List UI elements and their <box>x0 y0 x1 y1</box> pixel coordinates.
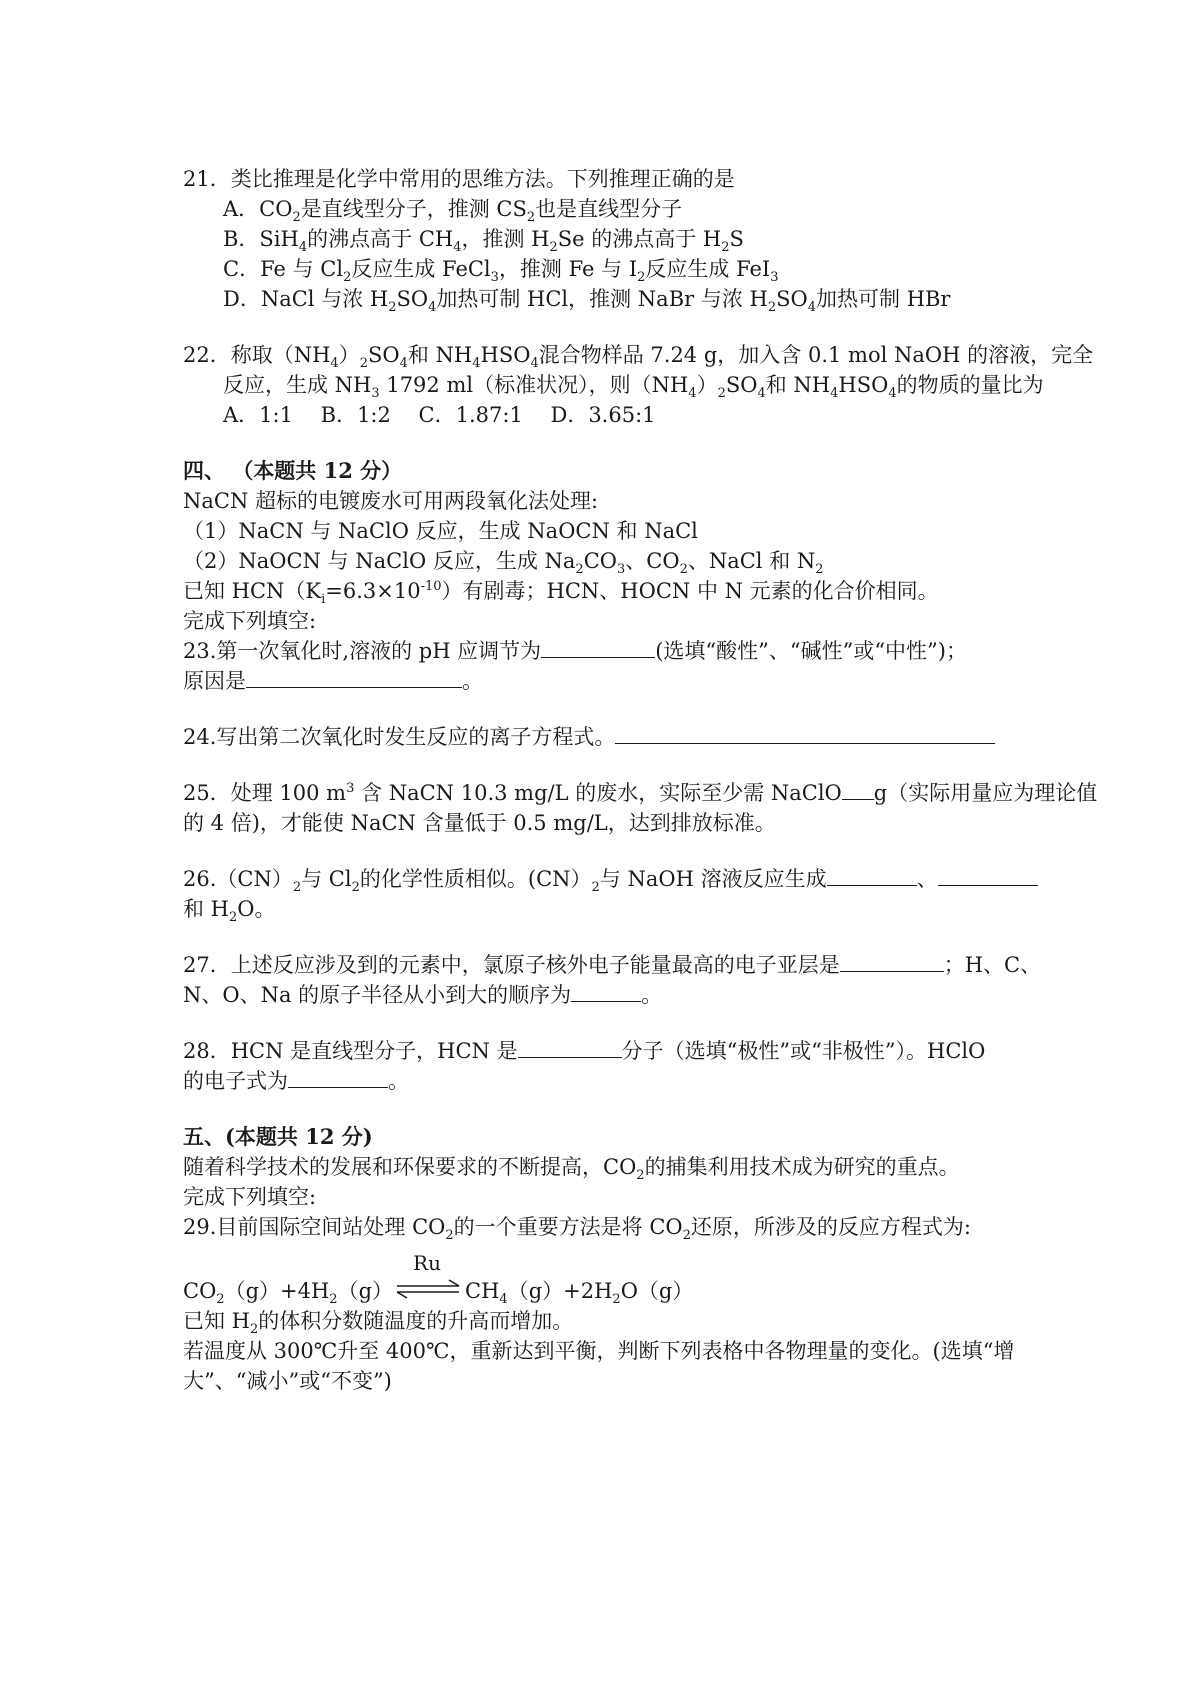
q27-subshell-blank[interactable] <box>840 953 944 972</box>
q26-line1: $26.(CN)_2$与 $Cl_2$的化学性质相似。$(CN)_2$与 NaOH 溶液反应生成 、 <box>183 864 1038 894</box>
q24-line: 24.写出第二次氧化时发生反应的离子方程式。 <box>183 722 995 752</box>
q26-line2: 和 $H_2O$。 <box>183 897 276 926</box>
q26-product1-blank[interactable] <box>827 867 917 886</box>
q23-ph-blank[interactable] <box>541 639 655 658</box>
section5-fill-instruction: 完成下列填空: <box>183 1185 317 1209</box>
q22-options: A．1:1 B．1:2 C．1.87:1 D．3.65:1 <box>223 403 656 427</box>
q21-stem: 21．类比推理是化学中常用的思维方法。下列推理正确的是 <box>183 167 735 191</box>
q21-option-a: A．$CO_2$是直线型分子，推测 $CS_2$也是直线型分子 <box>223 197 683 226</box>
section5-condition-line1: 若温度从 300℃升至 400℃，重新达到平衡，判断下列表格中各物理量的变化。(选填“增 <box>183 1339 1015 1363</box>
q27-line2: N、O、Na 的原子半径从小到大的顺序为 。 <box>183 983 663 1007</box>
q24-equation-blank[interactable] <box>615 725 995 744</box>
q25-line2: 的 4 倍)，才能使 NaCN 含量低于 0.5 mg/L，达到排放标准。 <box>183 811 776 835</box>
section4-intro: NaCN 超标的电镀废水可用两段氧化法处理: <box>183 489 599 513</box>
q25-amount-blank[interactable] <box>842 781 874 800</box>
q23-reason-blank[interactable] <box>246 669 462 688</box>
q21-option-d: D．NaCl 与浓 $H_2SO_4$加热可制 HCl，推测 NaBr 与浓 $H_2SO_4$加热可制 HBr <box>223 287 951 316</box>
q25-line1: 25．处理 100 $m^3$ 含 NaCN 10.3 mg/L 的废水，实际至少需 NaClO g（实际用量应为理论值 <box>183 781 1098 805</box>
q23-line2: 原因是 。 <box>183 669 483 693</box>
section5-condition-line2: 大”、“减小”或“不变”) <box>183 1369 392 1393</box>
q29-equation: $CO_2(g)+4H_2(g)$ Ru $CH_4(g)+2H_2O(g)$ <box>183 1276 693 1308</box>
section4-step2: （2）NaOCN 与 NaClO 反应，生成 $Na_2CO_3$、$CO_2$、NaCl 和 $N_2$ <box>183 549 824 578</box>
section4-step1: （1）NaCN 与 NaClO 反应，生成 NaOCN 和 NaCl <box>183 519 698 543</box>
q28-line1: 28．HCN 是直线型分子，HCN 是 分子（选填“极性”或“非极性”）。HClO <box>183 1039 986 1063</box>
section4-fill-instruction: 完成下列填空: <box>183 609 317 633</box>
catalyst-label: Ru <box>413 1250 441 1275</box>
q28-polarity-blank[interactable] <box>518 1039 622 1058</box>
q27-line1: 27．上述反应涉及到的元素中，氯原子核外电子能量最高的电子亚层是 ；H、C、 <box>183 953 1042 977</box>
equilibrium-arrow-icon <box>393 1250 465 1308</box>
q22-line2: 反应，生成 $NH_3$ 1792 ml（标准状况），则$(NH_4)_2SO_4$和 $NH_4HSO_4$的物质的量比为 <box>223 373 1044 402</box>
section5-intro: 随着科学技术的发展和环保要求的不断提高，$CO_2$的捕集利用技术成为研究的重点。 <box>183 1155 960 1184</box>
q27-radius-blank[interactable] <box>571 983 641 1002</box>
q28-electron-formula-blank[interactable] <box>288 1069 388 1088</box>
section5-known: 已知 $H_2$的体积分数随温度的升高而增加。 <box>183 1309 574 1338</box>
q26-product2-blank[interactable] <box>938 867 1038 886</box>
q22-line1: 22．称取$(NH_4)_2SO_4$和 $NH_4HSO_4$混合物样品 7.24 g，加入含 0.1 mol NaOH 的溶液，完全 <box>183 343 1094 372</box>
q21-option-b: B．SiH$_4$的沸点高于 $CH_4$，推测 $H_2Se$ 的沸点高于 $H_2S$ <box>223 227 744 256</box>
q29-line: 29.目前国际空间站处理 $CO_2$的一个重要方法是将 $CO_2$还原，所涉及的反应方程式为: <box>183 1215 971 1244</box>
section5-title: 五、(本题共 12 分) <box>183 1124 373 1149</box>
q21-option-c: C．Fe 与 $Cl_2$反应生成 FeCl$_3$，推测 Fe 与 $I_2$反应生成 FeI$_3$ <box>223 257 779 286</box>
q23-line1: 23.第一次氧化时,溶液的 pH 应调节为 (选填“酸性”、“碱性”或“中性”)； <box>183 639 967 663</box>
section4-title: 四、 （本题共 12 分） <box>183 458 403 483</box>
section4-known: 已知 $HCN(K_i=6.3\times 10^{-10})$有剧毒；HCN、HOCN 中 N 元素的化合价相同。 <box>183 579 939 608</box>
q28-line2: 的电子式为 。 <box>183 1069 409 1093</box>
